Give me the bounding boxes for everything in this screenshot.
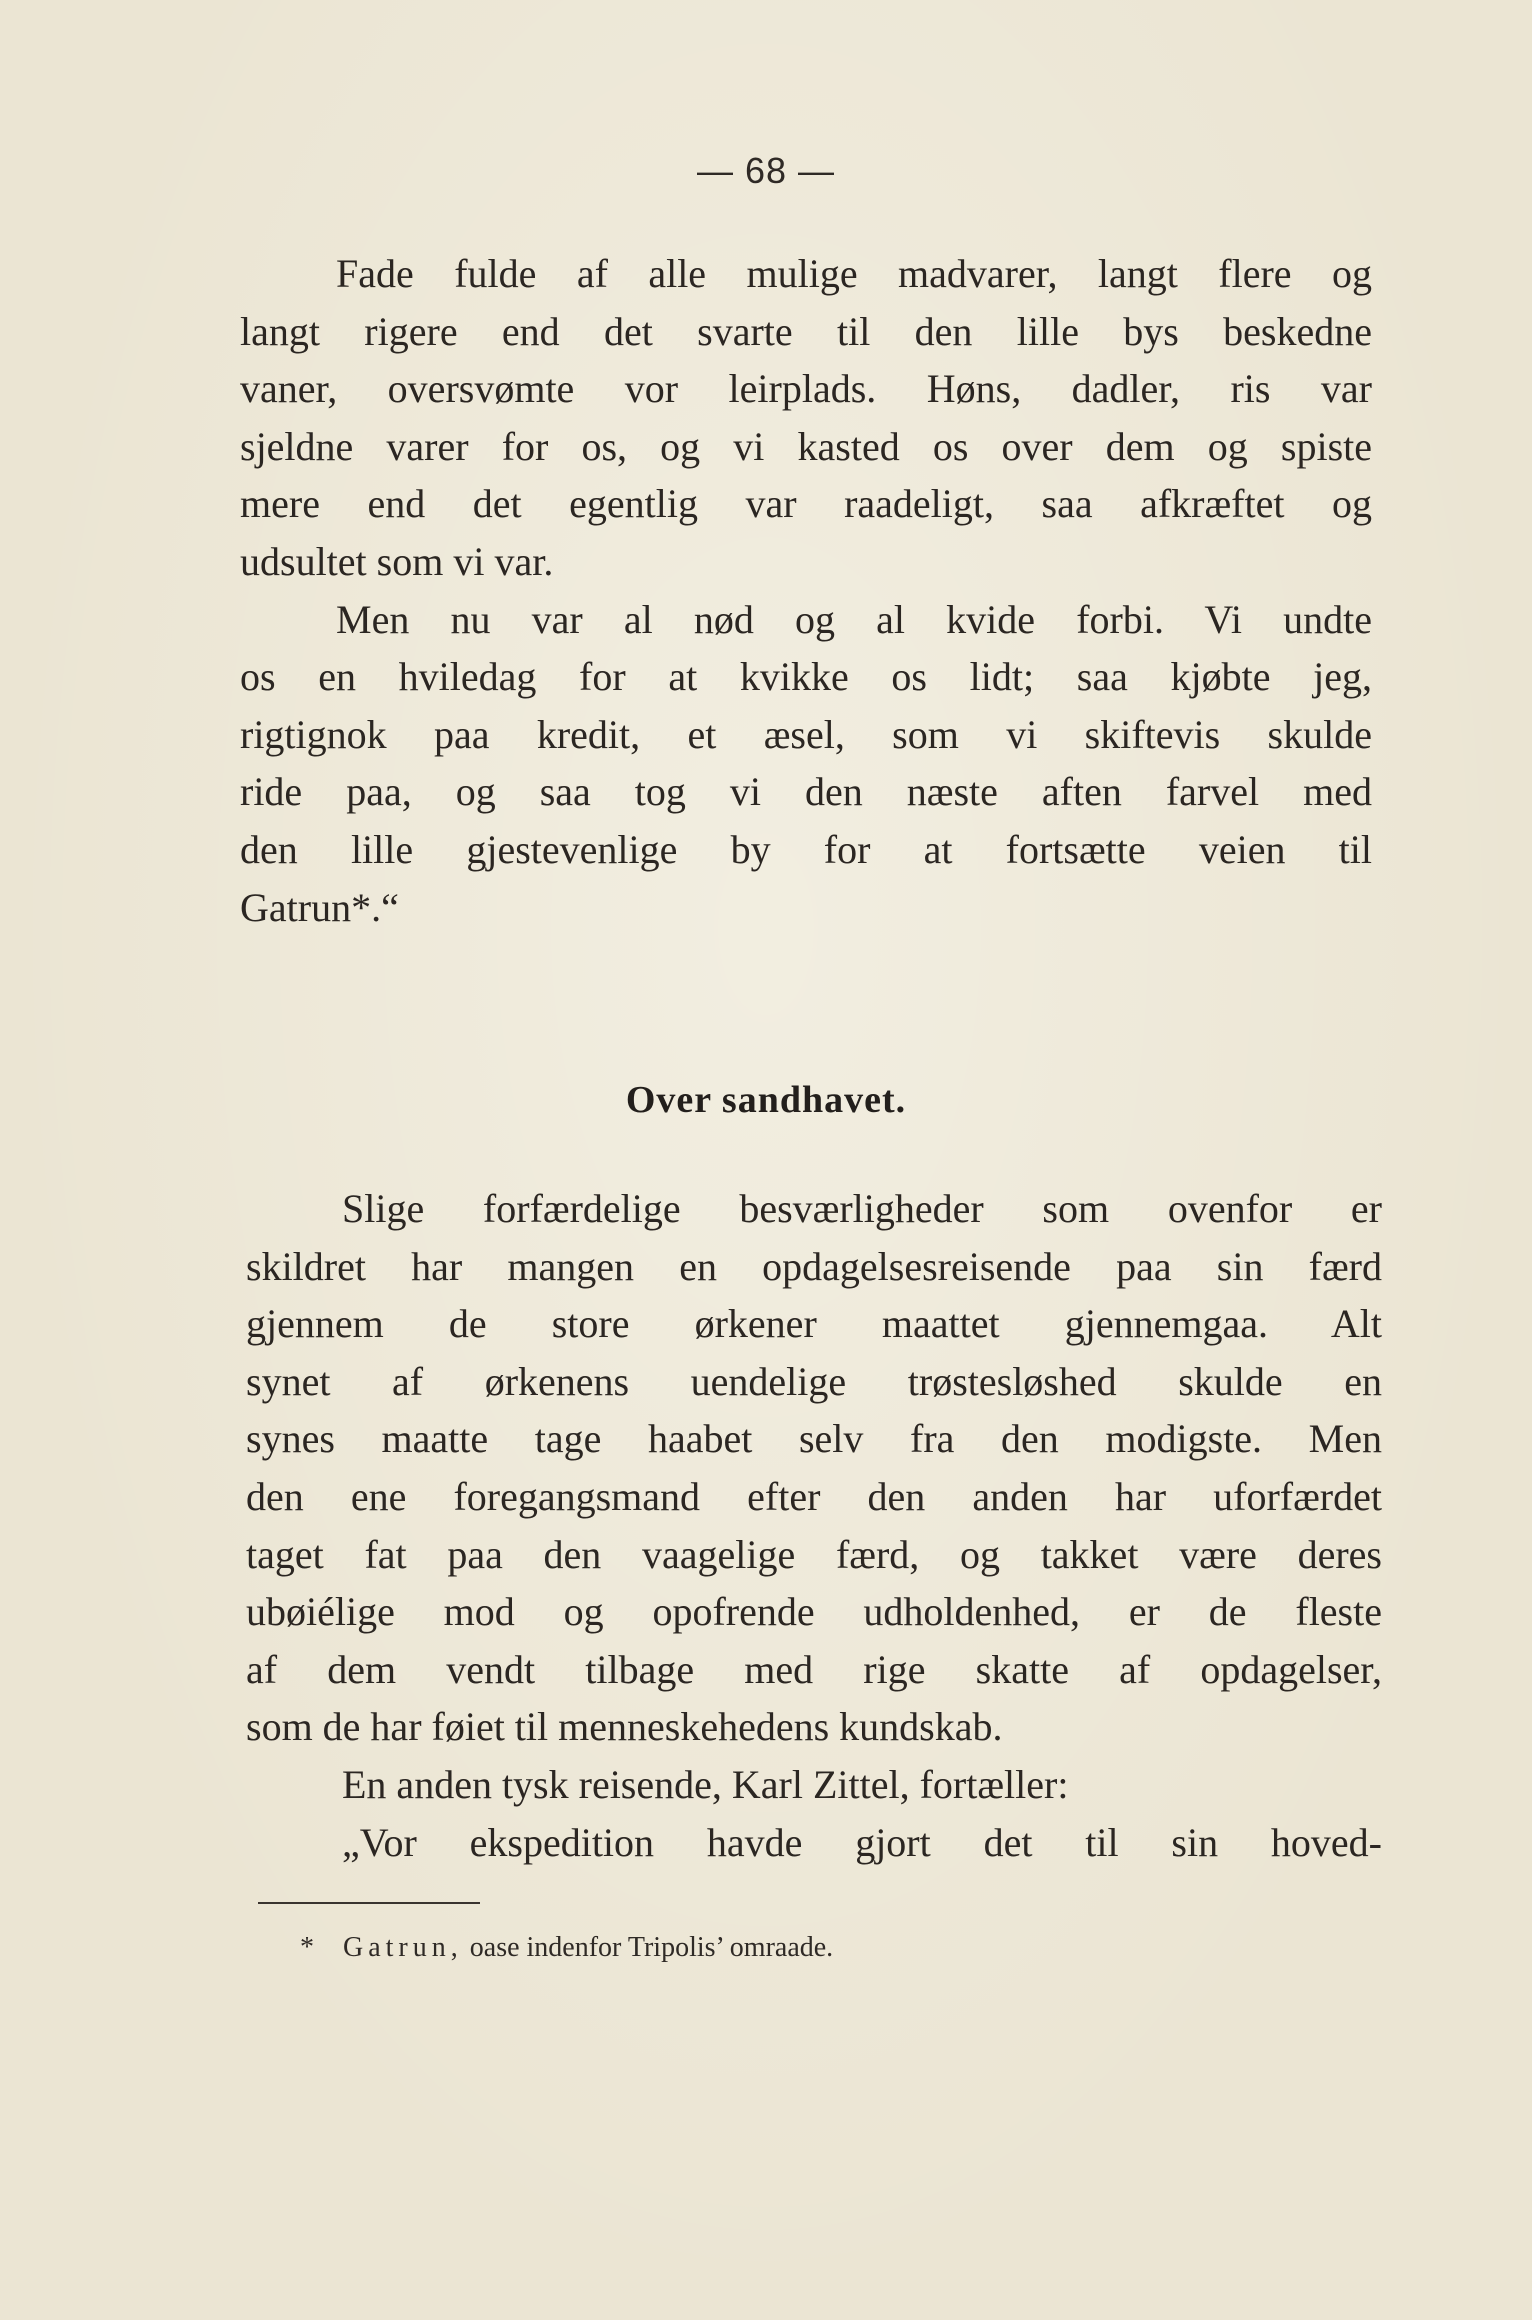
text-block-top <box>240 245 1372 936</box>
text-line: langt rigere end det svarte til den lille bys beskedne <box>240 308 1372 354</box>
section-heading: Over sandhavet. <box>625 1079 907 1121</box>
text-line: rigtignok paa kredit, et æsel, som vi skiftevis skulde <box>240 711 1372 757</box>
text-line: synet af ørkenens uendelige trøstesløshed skulde en <box>246 1358 1382 1404</box>
paragraph <box>240 245 1372 591</box>
footnote <box>300 1932 833 1964</box>
text-block-bottom <box>246 1180 1382 1871</box>
text-line: „Vor ekspedition havde gjort det til sin hoved- <box>342 1819 1382 1865</box>
text-line: Men nu var al nød og al kvide forbi. Vi undte <box>336 596 1372 642</box>
footnote-marker: * <box>300 1932 314 1963</box>
text-line: vaner, oversvømte vor leirplads. Høns, dadler, ris var <box>240 366 1372 412</box>
text-line: synes maatte tage haabet selv fra den modigste. Men <box>246 1416 1382 1462</box>
text-line: sjeldne varer for os, og vi kasted os over dem og spiste <box>240 423 1372 469</box>
paragraph <box>246 1756 1382 1814</box>
text-line: den ene foregangsmand efter den anden har uforfærdet <box>246 1473 1382 1519</box>
text-line: ride paa, og saa tog vi den næste aften farvel med <box>240 769 1372 815</box>
text-line: som de har føiet til menneskehedens kundskab. <box>246 1704 1003 1750</box>
text-line: taget fat paa den vaagelige færd, og takket være deres <box>246 1531 1382 1577</box>
text-line: gjennem de store ørkener maattet gjennemgaa. Alt <box>246 1301 1382 1347</box>
text-line: os en hviledag for at kvikke os lidt; saa kjøbte jeg, <box>240 654 1372 700</box>
text-line: skildret har mangen en opdagelsesreisende paa sin færd <box>246 1243 1382 1289</box>
text-line: ubøiélige mod og opofrende udholdenhed, er de fleste <box>246 1589 1382 1635</box>
text-line: Gatrun*.“ <box>240 884 399 930</box>
paragraph <box>246 1180 1382 1756</box>
footnote-text: oase indenfor Tripolis’ omraade. <box>469 1932 834 1963</box>
footnote-divider <box>258 1902 480 1904</box>
text-line: Fade fulde af alle mulige madvarer, langt flere og <box>336 251 1372 296</box>
text-line: Slige forfærdelige besværligheder som ovenfor er <box>342 1186 1382 1231</box>
text-line: af dem vendt tilbage med rige skatte af opdagelser, <box>246 1646 1382 1692</box>
paragraph <box>246 1814 1382 1872</box>
text-line: mere end det egentlig var raadeligt, saa afkræftet og <box>240 481 1372 527</box>
footnote-term: Gatrun, <box>343 1932 463 1963</box>
text-line: udsultet som vi var. <box>240 538 554 584</box>
text-line: En anden tysk reisende, Karl Zittel, fortæller: <box>342 1761 1069 1807</box>
page-number: — 68 — <box>696 150 836 191</box>
paragraph <box>240 591 1372 937</box>
text-line: den lille gjestevenlige by for at fortsætte veien til <box>240 826 1372 872</box>
